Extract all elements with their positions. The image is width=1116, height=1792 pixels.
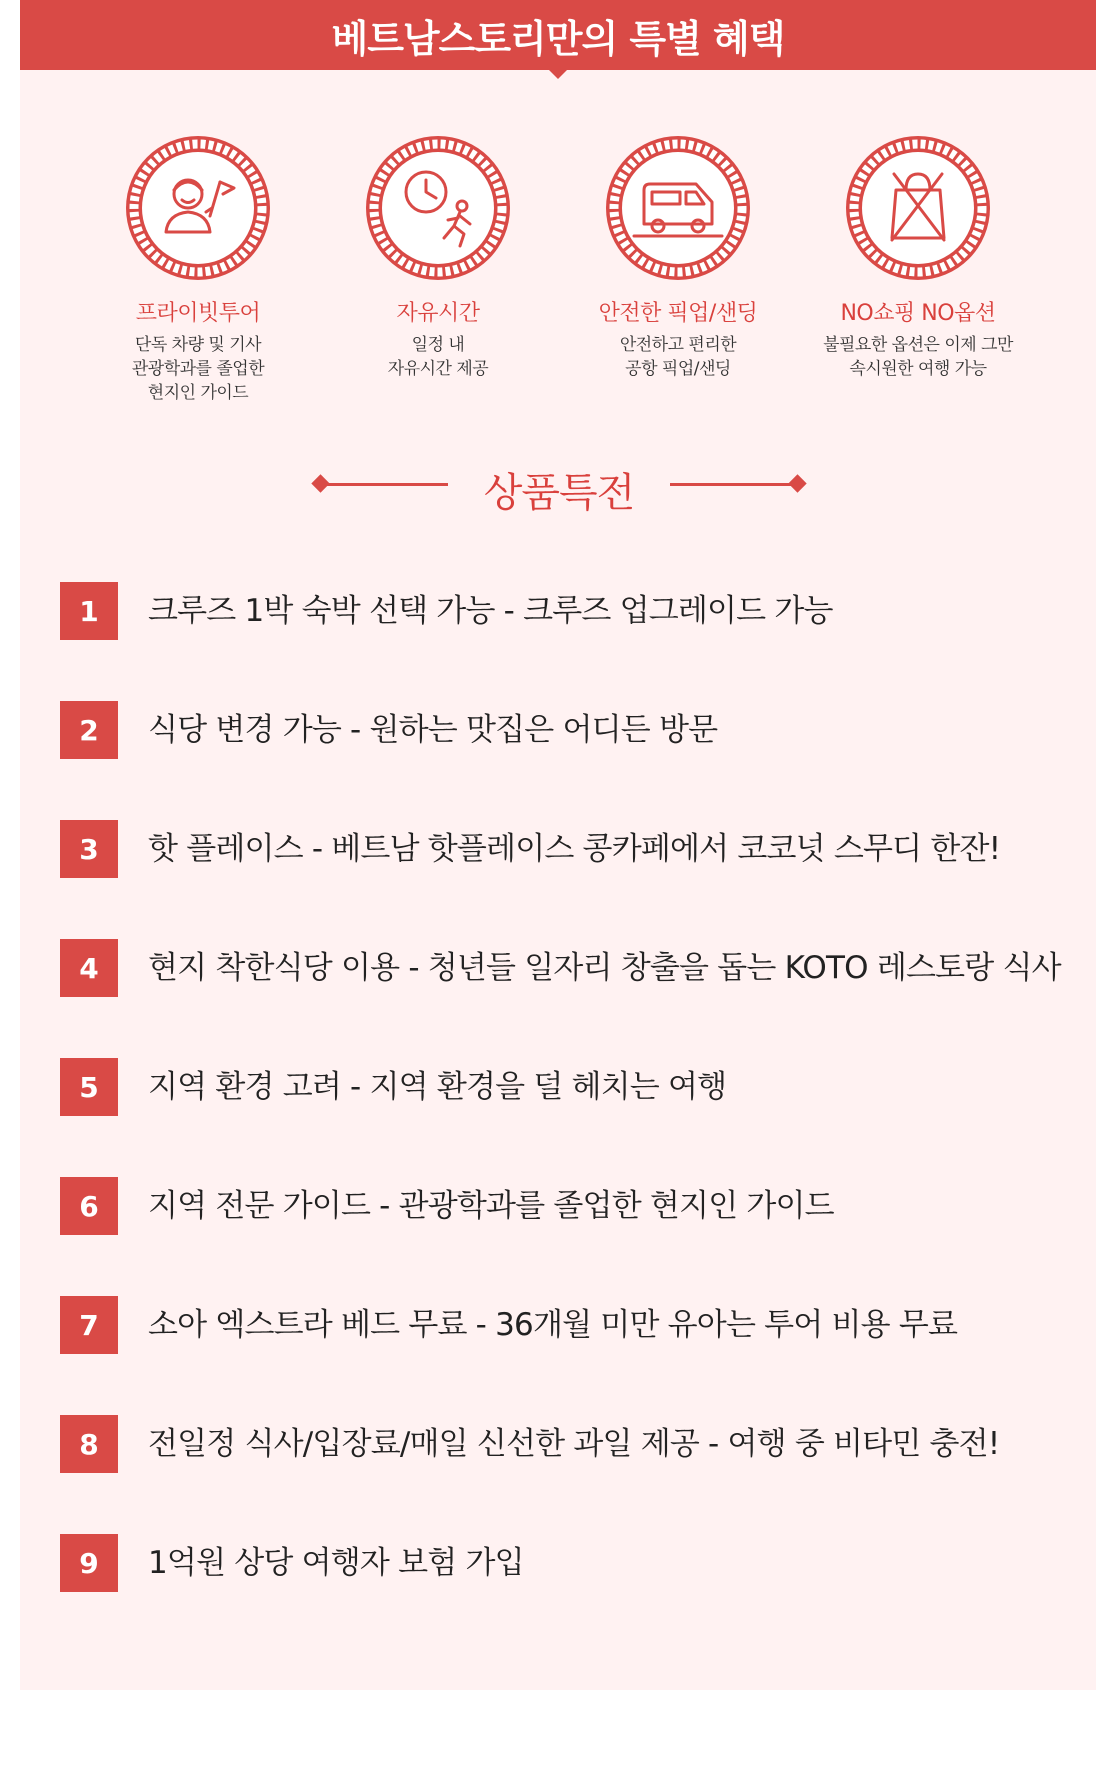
item-number-badge: 3 [60, 820, 118, 878]
benefit-desc-line: 현지인 가이드 [147, 383, 249, 403]
benefit-desc [78, 333, 318, 405]
benefit-private-tour [78, 134, 318, 405]
benefit-desc-line: 속시원한 여행 가능 [849, 359, 987, 379]
item-number-badge: 7 [60, 1296, 118, 1354]
benefit-desc-line: 일정 내 [411, 335, 465, 355]
list-item [60, 701, 1090, 820]
item-number-badge: 5 [60, 1058, 118, 1116]
benefit-desc [558, 333, 798, 381]
benefit-desc-line: 안전하고 편리한 [619, 335, 737, 355]
item-text: 지역 환경 고려 - 지역 환경을 덜 헤치는 여행 [148, 1069, 727, 1105]
benefit-desc-line: 관광학과를 졸업한 [131, 359, 265, 379]
benefits-row [78, 134, 1038, 414]
free-time-clock-icon [364, 134, 512, 282]
banner-pointer [547, 68, 569, 79]
item-text: 현지 착한식당 이용 - 청년들 일자리 창출을 돕는 KOTO 레스토랑 식사 [148, 950, 1061, 986]
benefit-desc-line: 불필요한 옵션은 이제 그만 [823, 335, 1013, 355]
header-banner [20, 0, 1096, 70]
benefit-no-shopping [798, 134, 1038, 381]
divider-line-right [670, 483, 798, 486]
benefit-desc-line: 자유시간 제공 [387, 359, 489, 379]
header-title: 베트남스토리만의 특별 혜택 [331, 16, 785, 61]
feature-list [60, 582, 1090, 1653]
item-text: 1억원 상당 여행자 보험 가입 [148, 1545, 524, 1581]
item-text: 소아 엑스트라 베드 무료 - 36개월 미만 유아는 투어 비용 무료 [148, 1307, 958, 1343]
item-number-badge: 8 [60, 1415, 118, 1473]
benefit-free-time [318, 134, 558, 381]
item-text: 식당 변경 가능 - 원하는 맛집은 어디든 방문 [148, 712, 718, 748]
item-number-badge: 2 [60, 701, 118, 759]
section-title: 상품특전 [483, 470, 635, 516]
list-item [60, 1415, 1090, 1534]
item-number-badge: 4 [60, 939, 118, 997]
benefit-safe-pickup [558, 134, 798, 381]
benefit-title: 안전한 픽업/샌딩 [598, 301, 758, 326]
item-number-badge: 6 [60, 1177, 118, 1235]
no-shopping-bag-icon [844, 134, 992, 282]
benefit-desc [318, 333, 558, 381]
item-text: 크루즈 1박 숙박 선택 가능 - 크루즈 업그레이드 가능 [148, 593, 833, 629]
benefit-desc [798, 333, 1038, 381]
pickup-van-icon [604, 134, 752, 282]
item-text: 핫 플레이스 - 베트남 핫플레이스 콩카페에서 코코넛 스무디 한잔! [148, 831, 1001, 867]
item-text: 전일정 식사/입장료/매일 신선한 과일 제공 - 여행 중 비타민 충전! [148, 1426, 1000, 1462]
private-tour-guide-icon [124, 134, 272, 282]
item-number-badge: 9 [60, 1534, 118, 1592]
list-item [60, 1177, 1090, 1296]
benefit-title: NO쇼핑 NO옵션 [840, 301, 996, 326]
benefit-title: 프라이빗투어 [135, 301, 261, 326]
benefit-desc-line: 공항 픽업/샌딩 [625, 359, 731, 379]
section-header [320, 455, 798, 515]
benefit-title: 자유시간 [396, 301, 480, 326]
item-number-badge: 1 [60, 582, 118, 640]
list-item [60, 1534, 1090, 1653]
list-item [60, 939, 1090, 1058]
benefit-desc-line: 단독 차량 및 기사 [134, 335, 262, 355]
item-text: 지역 전문 가이드 - 관광학과를 졸업한 현지인 가이드 [148, 1188, 834, 1224]
list-item [60, 1058, 1090, 1177]
list-item [60, 1296, 1090, 1415]
list-item [60, 582, 1090, 701]
list-item [60, 820, 1090, 939]
